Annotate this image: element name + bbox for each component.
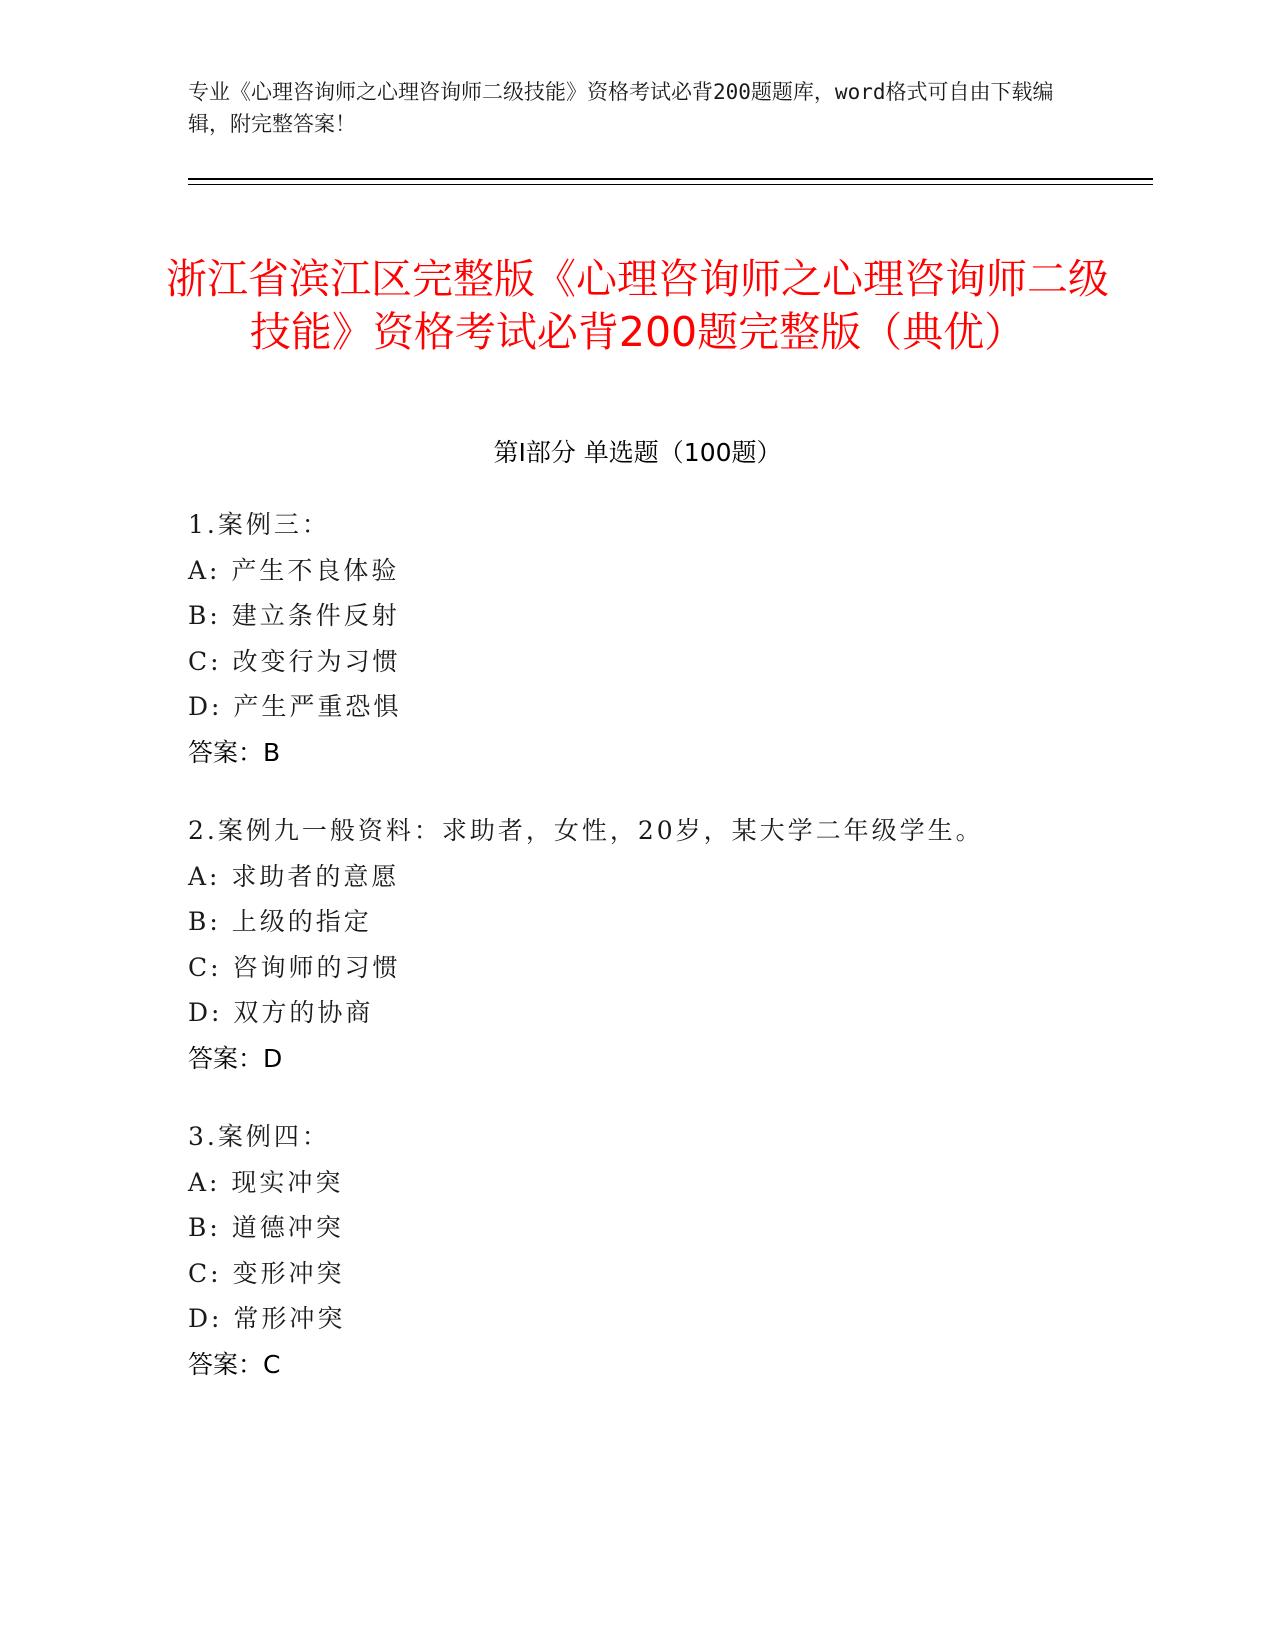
section-heading: 第Ⅰ部分 单选题（100题）	[493, 438, 782, 467]
question-3	[188, 1114, 1088, 1387]
question-stem: 2.案例九一般资料：求助者，女性，20岁，某大学二年级学生。	[188, 816, 984, 845]
answer-line: 答案：B	[188, 737, 281, 767]
option-b: B: 上级的指定	[188, 907, 372, 936]
answer-line: 答案：D	[188, 1043, 283, 1073]
option-a: A: 产生不良体验	[188, 555, 400, 585]
option-b: B: 建立条件反射	[188, 601, 400, 630]
option-d: D: 常形冲突	[188, 1304, 346, 1333]
option-c: C: 改变行为习惯	[188, 646, 401, 676]
header-divider-thin	[188, 184, 1153, 185]
option-c: C: 变形冲突	[188, 1258, 345, 1288]
question-stem: 3.案例四：	[188, 1122, 330, 1151]
option-d: D: 双方的协商	[188, 998, 374, 1027]
header-note: 专业《心理咨询师之心理咨询师二级技能》资格考试必背200题题库，word格式可自由下载编辑，附完整答案！	[188, 80, 1054, 136]
option-d: D: 产生严重恐惧	[188, 692, 402, 721]
answer-line: 答案：C	[188, 1349, 281, 1379]
question-stem: 1.案例三：	[188, 510, 330, 539]
option-a: A: 现实冲突	[188, 1167, 344, 1197]
option-b: B: 道德冲突	[188, 1213, 344, 1242]
option-a: A: 求助者的意愿	[188, 861, 400, 891]
question-1	[188, 502, 1088, 775]
header-divider-thick	[188, 178, 1153, 180]
question-2	[188, 808, 1088, 1081]
document-title: 浙江省滨江区完整版《心理咨询师之心理咨询师二级技能》资格考试必背200题完整版（典优）	[166, 255, 1109, 357]
option-c: C: 咨询师的习惯	[188, 952, 401, 982]
